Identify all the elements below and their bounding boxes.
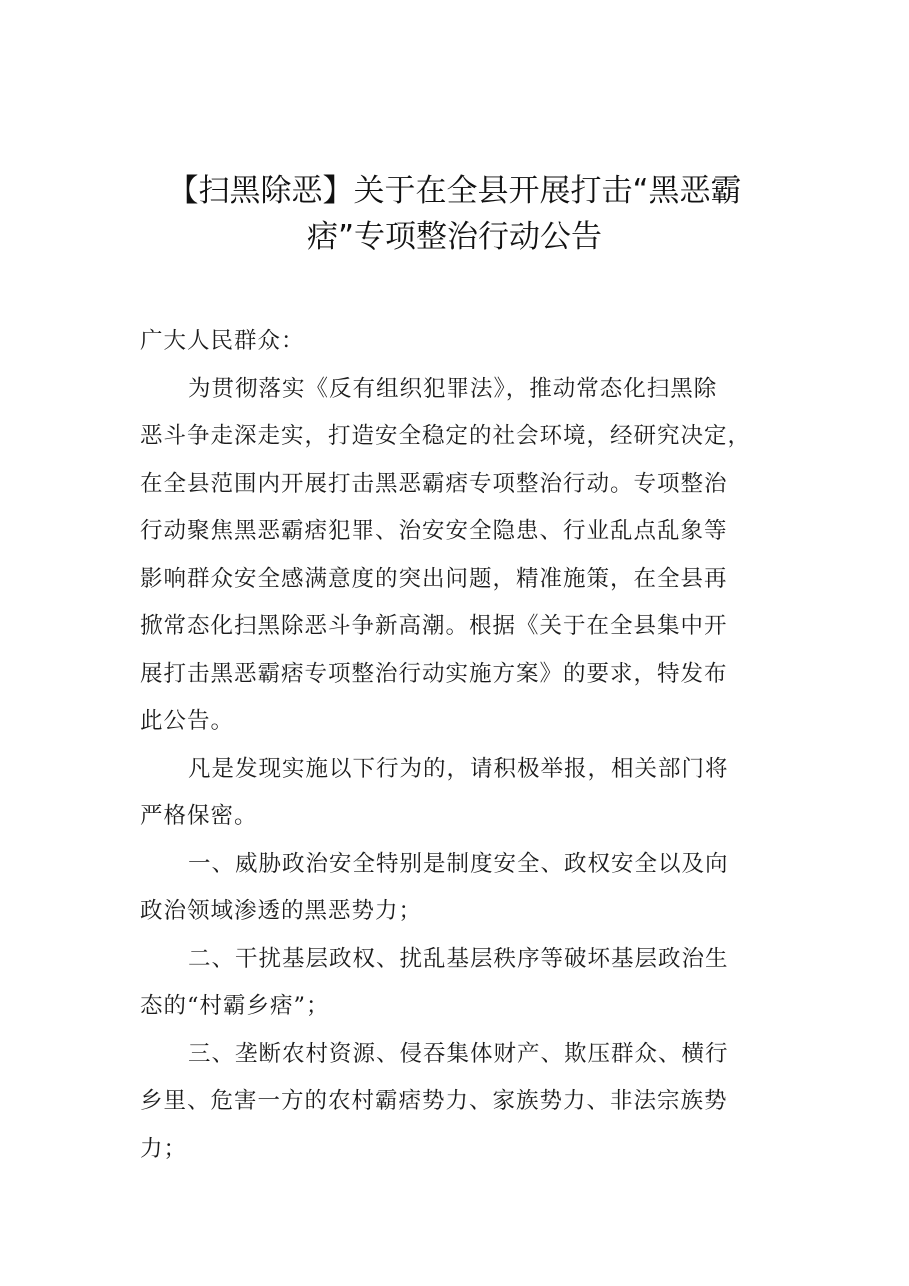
title-line-2: 痞”专项整治行动公告 [306, 219, 603, 255]
paragraph-1-line: 此公告。 [140, 708, 235, 734]
item-1-line: 一、威胁政治安全特别是制度安全、政权安全以及向 [188, 850, 729, 877]
paragraph-1-line: 为贯彻落实《反有组织犯罪法》，推动常态化扫黑除 [188, 375, 718, 402]
item-1-line: 政治领域渗透的黑恶势力； [140, 898, 423, 924]
paragraph-1-line: 在全县范围内开展打击黑恶霸痞专项整治行动。专项整治 [140, 470, 728, 497]
item-3-line: 乡里、危害一方的农村霸痞势力、家族势力、非法宗族势 [140, 1088, 728, 1114]
paragraph-1-line: 影响群众安全感满意度的突出问题，精准施策，在全县再 [140, 565, 728, 592]
salutation: 广大人民群众： [140, 328, 305, 354]
item-3-line: 力； [140, 1135, 188, 1162]
item-2-line: 二、干扰基层政权、扰乱基层秩序等破坏基层政治生 [188, 945, 729, 972]
paragraph-1-line: 展打击黑恶霸痞专项整治行动实施方案》的要求，特发布 [140, 660, 728, 687]
item-3-line: 三、垄断农村资源、侵吞集体财产、欺压群众、横行 [188, 1040, 729, 1067]
notice-title [120, 168, 789, 260]
paragraph-1-line: 行动聚焦黑恶霸痞犯罪、治安安全隐患、行业乱点乱象等 [140, 518, 728, 544]
paragraph-2-line: 严格保密。 [140, 803, 258, 829]
paragraph-2-line: 凡是发现实施以下行为的，请积极举报，相关部门将 [188, 755, 729, 782]
notice-body [140, 318, 780, 1173]
title-line-1: 【扫黑除恶】关于在全县开展打击“黑恶霸 [167, 173, 742, 209]
paragraph-1-line: 恶斗争走深走实，打造安全稳定的社会环境，经研究决定， [140, 423, 752, 449]
paragraph-1-line: 掀常态化扫黑除恶斗争新高潮。根据《关于在全县集中开 [140, 613, 728, 639]
item-2-line: 态的“村霸乡痞”； [140, 993, 330, 1019]
